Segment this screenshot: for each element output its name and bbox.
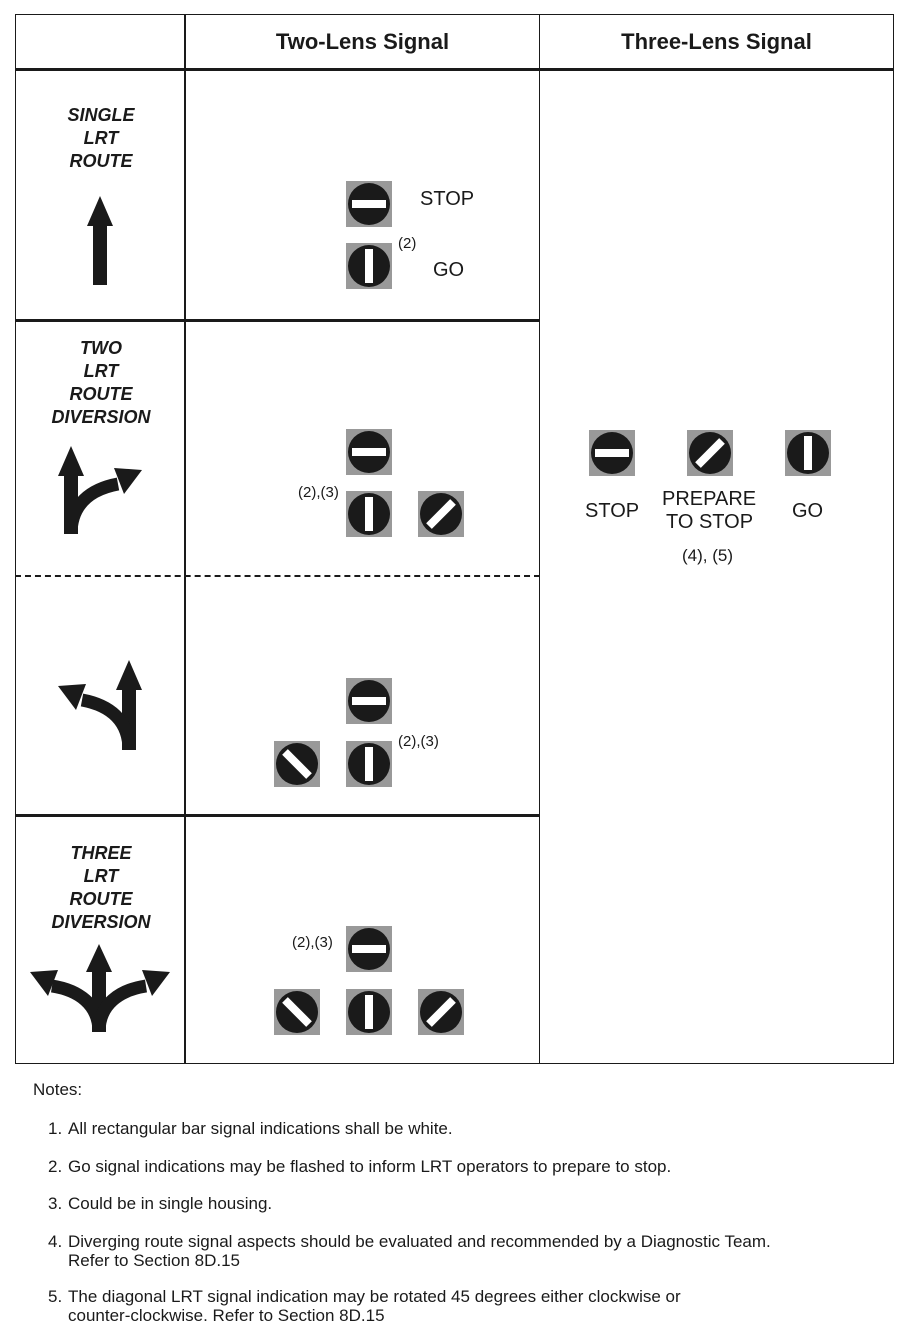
- signal-go-lens: [346, 243, 392, 289]
- signal-diverge-left-lens-three: [274, 989, 320, 1035]
- signal-stop-lens-three-row: [346, 678, 392, 724]
- notes-title: Notes:: [33, 1080, 83, 1099]
- note-ref-two-b: (2),(3): [398, 733, 439, 750]
- signal-diverge-right-lens-three: [418, 989, 464, 1035]
- three-lens-note-ref: (4), (5): [682, 546, 733, 565]
- note-ref-three: (2),(3): [292, 934, 333, 951]
- table-bottom-border: [15, 1063, 894, 1064]
- signal-stop-lens: [346, 181, 392, 227]
- signal-stop-lens-two: [346, 429, 392, 475]
- three-lens-go-label: GO: [792, 500, 824, 522]
- three-lens-stop-label: STOP: [585, 500, 640, 522]
- note-5: 5. The diagonal LRT signal indication may be rotated 45 degrees either clockwise or counter-clockwise. Refer to Section 8D.15: [48, 1287, 681, 1325]
- signal-go-lens-three-row: [346, 741, 392, 787]
- signal-go-lens-two: [346, 491, 392, 537]
- table-right-border: [893, 14, 894, 1064]
- row-label-single: SINGLE LRT ROUTE: [67, 105, 135, 171]
- note-3: 3. Could be in single housing.: [48, 1194, 273, 1213]
- row-divider-1: [15, 319, 540, 322]
- note-1: 1. All rectangular bar signal indications shall be white.: [48, 1119, 453, 1138]
- signal-go-lens-three: [346, 989, 392, 1035]
- three-lens-prepare-label-2: TO STOP: [666, 511, 754, 533]
- three-way-arrow-icon: [28, 942, 173, 1034]
- straight-and-right-arrow-icon: [56, 444, 146, 536]
- row-divider-3: [15, 814, 540, 817]
- go-label: GO: [433, 259, 465, 281]
- note-4: 4. Diverging route signal aspects should be evaluated and recommended by a Diagnostic Team. Refer to Section 8D.15: [48, 1232, 771, 1270]
- row-label-three-diversion: THREE LRT ROUTE DIVERSION: [51, 843, 151, 932]
- two-three-column-divider: [539, 14, 540, 1064]
- signal-stop-lens-three: [346, 926, 392, 972]
- note-ref-single: (2): [398, 235, 417, 252]
- row-divider-dashed: [15, 575, 540, 577]
- straight-and-left-arrow-icon: [56, 658, 146, 752]
- three-lens-prepare-label-1: PREPARE: [662, 488, 757, 510]
- signal-diverge-right-lens: [418, 491, 464, 537]
- stop-label: STOP: [420, 188, 475, 210]
- header-two-lens: Two-Lens Signal: [275, 29, 450, 54]
- three-lens-go-lens: [785, 430, 831, 476]
- straight-arrow-icon: [80, 194, 120, 288]
- three-lens-prepare-lens: [687, 430, 733, 476]
- note-ref-two-a: (2),(3): [298, 484, 339, 501]
- note-2: 2. Go signal indications may be flashed to inform LRT operators to prepare to stop.: [48, 1157, 672, 1176]
- signal-diverge-left-lens: [274, 741, 320, 787]
- three-lens-stop-lens: [589, 430, 635, 476]
- row-label-two-diversion: TWO LRT ROUTE DIVERSION: [51, 338, 151, 427]
- header-three-lens: Three-Lens Signal: [621, 29, 812, 54]
